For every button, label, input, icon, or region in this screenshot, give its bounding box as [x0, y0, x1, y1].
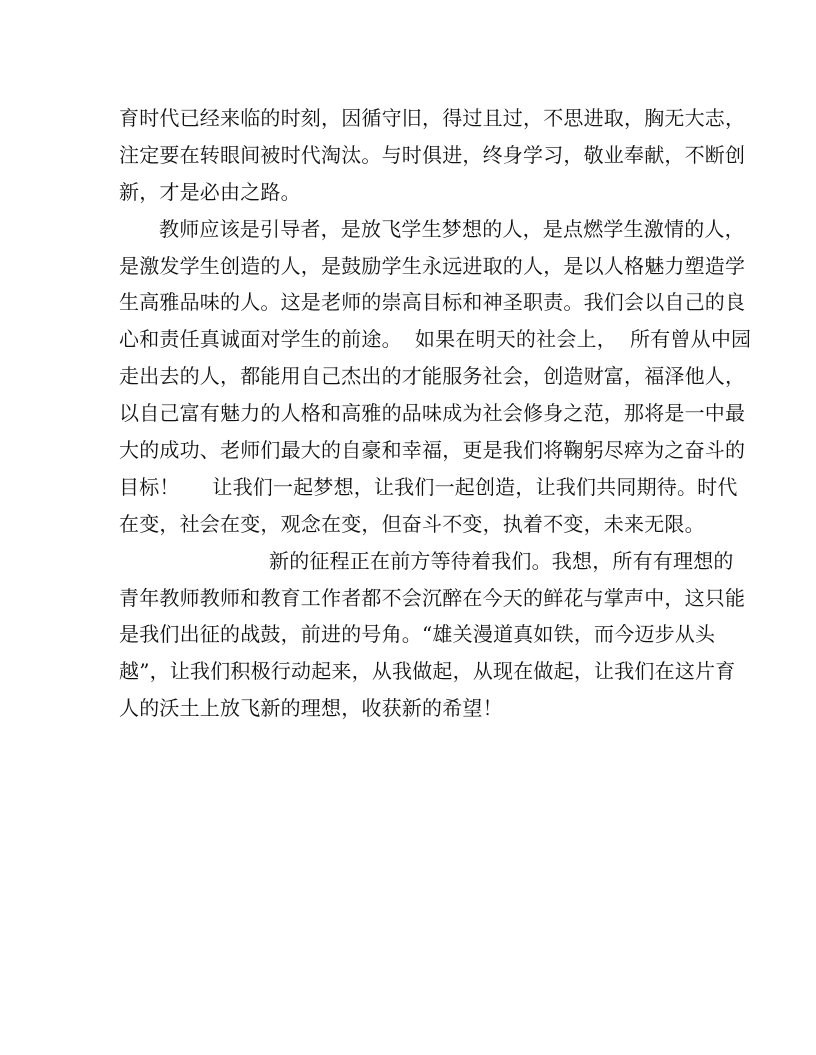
text-line: 越”，让我们积极行动起来，从我做起，从现在做起，让我们在这片育 [119, 659, 736, 684]
paragraph-start-line: 新的征程正在前方等待着我们。我想，所有有理想的 [269, 548, 734, 573]
text-line: 心和责任真诚面对学生的前途。 如果在明天的社会上， 所有曾从中园 [119, 327, 752, 352]
document-body [119, 100, 752, 727]
text-line: 走出去的人，都能用自己杰出的才能服务社会，创造财富，福泽他人， [119, 364, 746, 389]
text-line: 育时代已经来临的时刻，因循守旧，得过且过，不思进取，胸无大志， [119, 106, 746, 130]
text-line: 在变，社会在变，观念在变，但奋斗不变，执着不变，未来无限。 [119, 511, 705, 536]
text-line: 是激发学生创造的人，是鼓励学生永远进取的人，是以人格魅力塑造学 [119, 253, 746, 278]
text-line: 新，才是必由之路。 [119, 179, 301, 204]
paragraph-start-line: 教师应该是引导者，是放飞学生梦想的人，是点燃学生激情的人， [159, 216, 745, 241]
text-line: 以自己富有魅力的人格和高雅的品味成为社会修身之范，那将是一中最 [119, 401, 746, 426]
text-line: 人的沃土上放飞新的理想，收获新的希望！ [119, 696, 503, 721]
text-line: 是我们出征的战鼓，前进的号角。“雄关漫道真如铁，而今迈步从头 [119, 622, 716, 647]
text-line: 注定要在转眼间被时代淘汰。与时俱进，终身学习，敬业奉献，不断创 [119, 142, 746, 167]
text-line: 目标！ 让我们一起梦想，让我们一起创造，让我们共同期待。时代 [119, 474, 738, 499]
text-line: 大的成功、老师们最大的自豪和幸福，更是我们将鞠躬尽瘁为之奋斗的 [119, 438, 746, 463]
text-line: 青年教师教师和教育工作者都不会沉醉在今天的鲜花与掌声中，这只能 [119, 585, 746, 610]
text-line: 生高雅品味的人。这是老师的崇高目标和神圣职责。我们会以自己的良 [119, 290, 746, 315]
